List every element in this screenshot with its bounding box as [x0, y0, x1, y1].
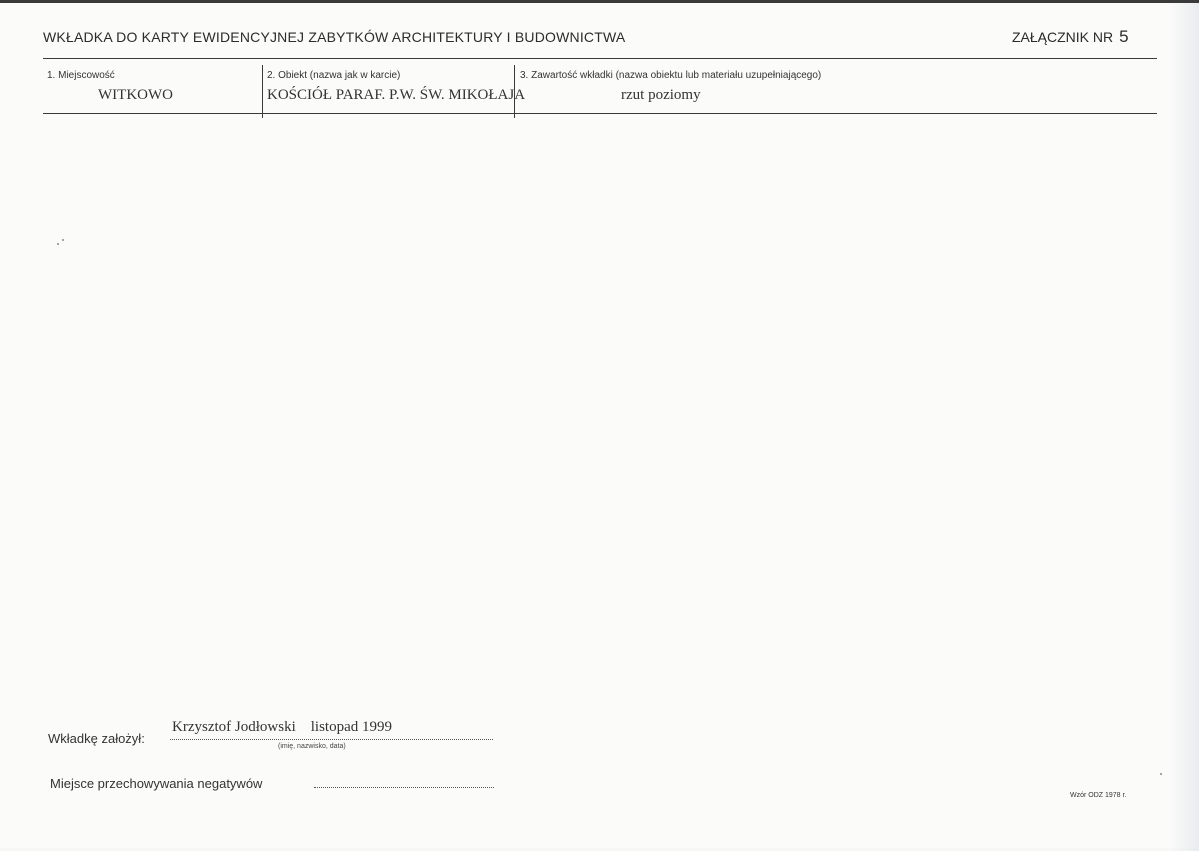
paper-speck	[1160, 773, 1162, 775]
table-bottom-rule	[43, 113, 1157, 114]
scan-edge-shadow	[1169, 3, 1199, 851]
object-value: KOŚCIÓŁ PARAF. P.W. ŚW. MIKOŁAJA	[267, 87, 526, 103]
negatives-dotted-line	[314, 787, 494, 788]
annex-number: 5	[1119, 27, 1129, 46]
table-top-rule	[43, 58, 1157, 59]
annex-label-text: ZAŁĄCZNIK NR	[1012, 29, 1114, 45]
negatives-label: Miejsce przechowywania negatywów	[50, 776, 263, 791]
founded-by-caption: (imię, nazwisko, data)	[278, 743, 346, 750]
locality-label: 1. Miejscowość	[47, 70, 115, 81]
locality-value: WITKOWO	[98, 87, 173, 103]
paper-speck	[57, 243, 59, 245]
column-divider-1	[262, 65, 263, 118]
paper-speck	[62, 239, 64, 241]
content-value: rzut poziomy	[621, 87, 701, 103]
form-title: WKŁADKA DO KARTY EWIDENCYJNEJ ZABYTKÓW ARCHITEKTURY I BUDOWNICTWA	[43, 29, 626, 45]
pattern-note: Wzór ODZ 1978 r.	[1070, 792, 1127, 799]
content-label: 3. Zawartość wkładki (nazwa obiektu lub materiału uzupełniającego)	[520, 70, 822, 81]
object-label: 2. Obiekt (nazwa jak w karcie)	[267, 70, 401, 81]
founded-by-value: Krzysztof Jodłowski listopad 1999	[172, 719, 392, 735]
founded-by-label: Wkładkę założył:	[48, 731, 145, 746]
founded-by-dotted-line	[170, 739, 493, 740]
annex-label	[1012, 27, 1129, 47]
